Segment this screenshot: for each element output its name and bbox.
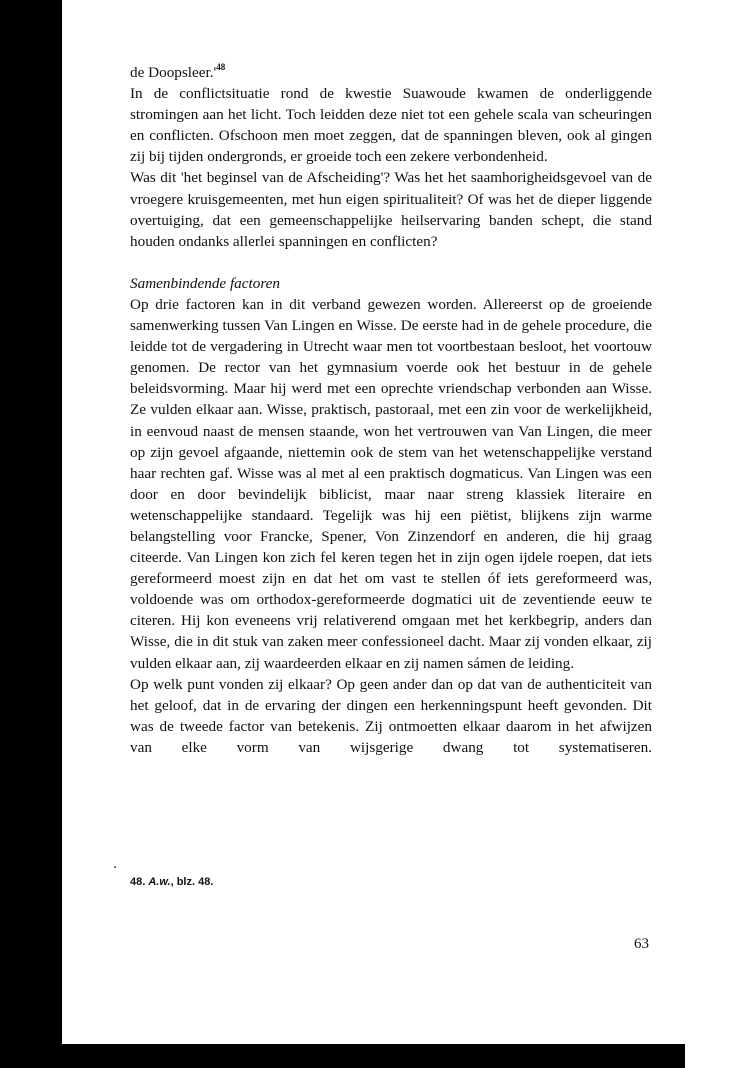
section-heading: Samenbindende factoren (130, 274, 281, 292)
footnote-rest: , blz. 48. (170, 876, 214, 888)
paragraph-continuation (130, 62, 652, 83)
paragraph-factors: Op drie factoren kan in dit verband gewezen worden. Allereerst op de groeiende samenwerking tussen Van Lingen en Wisse. De eerste had in de gehele procedure, die leidde tot de vergadering in Utrecht waar men tot voortbestaan besloot, het voortouw genomen. De rector van het gymnasium voerde ook het bestuur in de gehele beleidsvorming. Maar hij werd met een oprechte vriendschap verbonden aan Wisse. Ze vulden elkaar aan. Wisse, praktisch, pastoraal, met een zin voor de werkelijkheid, in eenvoud naast de mensen staande, won het vertrouwen van Van Lingen, die meer op zijn gevoel afgaande, niettemin ook de stem van het wetenschappelijke verstand haar rechten gaf. Wisse was al met al een praktisch dogmaticus. Van Lingen was een door en door bevindelijk biblicist, maar naar streng klassiek literaire en wetenschappelijke standaard. Tegelijk was hij een piëtist, blijkens zijn warme belangstelling voor Francke, Spener, Von Zinzendorf en anderen, die hij graag citeerde. Van Lingen kon zich fel keren tegen het in zijn ogen ijdele roepen, dat iets gereformeerd moest zijn en dat het om vast te stellen óf iets gereformeerd was, voldoende was om orthodox-gereformeerde dogmatici uit de zeventiende eeuw te citeren. Hij kon eveneens vrij relativerend omgaan met het kerkbegrip, anders dan Wisse, die in dit stuk van zaken meer confessioneel dacht. Maar zij vonden elkaar, zij vulden elkaar aan, zij waardeerden elkaar en zij namen sámen de leiding. (130, 295, 652, 672)
footnote-number: 48. (130, 876, 146, 888)
paragraph-conflict: In de conflictsituatie rond de kwestie Suawoude kwamen de onderliggende stromingen aan het licht. Toch leidden deze niet tot een gehele scala van scheuringen en conflicten. Ofschoon men moet zeggen, dat de spanningen bleven, ook al gingen zij bij tijden ondergronds, er groeide toch een zekere verbondenheid. (130, 85, 652, 166)
footnote-reference: 48 (216, 62, 226, 72)
footnote-source: A.w. (148, 876, 171, 888)
scan-left-border (0, 0, 62, 1068)
paragraph-authenticity: Op welk punt vonden zij elkaar? Op geen ander dan op dat van de authenticiteit van het geloof, dat in de ervaring der dingen een herkenningspunt heeft gevonden. Dit was de tweede factor van betekenis. Zij ontmoetten elkaar daarom in het afwijzen van elke vorm van wijsgerige dwang tot systematiseren. (130, 675, 652, 756)
footnote (130, 876, 213, 888)
paragraph-continuation-text: de Doopsleer.' (130, 64, 217, 81)
page-number: 63 (634, 936, 649, 952)
scan-bottom-border (0, 1044, 685, 1068)
scan-speck (114, 866, 116, 868)
page-body (130, 62, 652, 758)
paragraph-questions: Was dit 'het beginsel van de Afscheiding'? Was het het saamhorigheidsgevoel van de vroegere kruisgemeenten, met hun eigen spiritualiteit? Of was het de dieper liggende overtuiging, dat een gemeenschappelijke heilservaring banden schept, die stand houden ondanks allerlei spanningen en conflicten? (130, 169, 652, 250)
